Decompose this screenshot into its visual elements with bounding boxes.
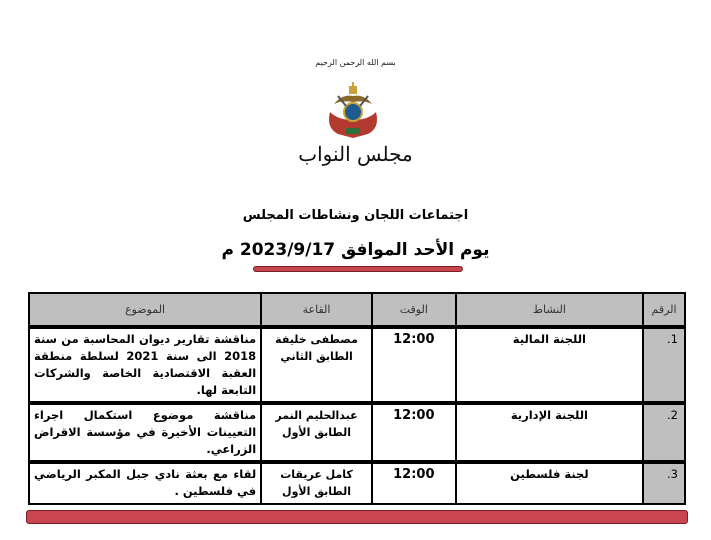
- row-num: 2.: [643, 403, 685, 462]
- table-header-row: [29, 293, 685, 327]
- hall-floor: الطابق الثاني: [280, 350, 353, 363]
- date-line: يوم الأحد الموافق 2023/9/17 م: [221, 240, 490, 260]
- row-topic: مناقشة موضوع استكمال اجراء التعيينات الأخيرة في مؤسسة الاقراض الزراعي.: [29, 403, 261, 462]
- basmala-text: بسم الله الرحمن الرحيم: [315, 58, 396, 67]
- hall-name: كامل عريقات: [280, 468, 353, 481]
- row-activity: اللجنة الإدارية: [456, 403, 643, 462]
- schedule-table: [28, 292, 686, 505]
- hall-floor: الطابق الأول: [282, 485, 352, 498]
- row-num: 1.: [643, 327, 685, 403]
- page-heading: اجتماعات اللجان ونشاطات المجلس: [242, 208, 469, 223]
- coat-of-arms-icon: [324, 82, 382, 140]
- table-row: [29, 403, 685, 462]
- header-time: الوقت: [372, 293, 456, 327]
- org-name: مجلس النواب: [298, 142, 413, 166]
- row-hall: [261, 462, 372, 504]
- row-topic: مناقشة تقارير ديوان المحاسبة من سنة 2018 الى سنة 2021 لسلطة منطقة العقبة الاقتصادية الخاصة والشركات التابعة لها.: [29, 327, 261, 403]
- row-time: 12:00: [372, 403, 456, 462]
- row-topic: لقاء مع بعثة نادي جبل المكبر الرياضي في فلسطين .: [29, 462, 261, 504]
- header-num: الرقم: [643, 293, 685, 327]
- hall-name: مصطفى خليفة: [275, 333, 358, 346]
- table-row: [29, 462, 685, 504]
- row-time: 12:00: [372, 327, 456, 403]
- row-activity: اللجنة المالية: [456, 327, 643, 403]
- row-time: 12:00: [372, 462, 456, 504]
- date-underline: [253, 266, 463, 272]
- row-hall: [261, 327, 372, 403]
- table-row: [29, 327, 685, 403]
- row-num: 3.: [643, 462, 685, 504]
- row-hall: [261, 403, 372, 462]
- header-topic: الموضوع: [29, 293, 261, 327]
- footer-bar: [26, 510, 688, 524]
- header-activity: النشاط: [456, 293, 643, 327]
- row-activity: لجنة فلسطين: [456, 462, 643, 504]
- hall-floor: الطابق الأول: [282, 426, 352, 439]
- header-hall: القاعة: [261, 293, 372, 327]
- hall-name: عبدالحليم النمر: [275, 409, 358, 422]
